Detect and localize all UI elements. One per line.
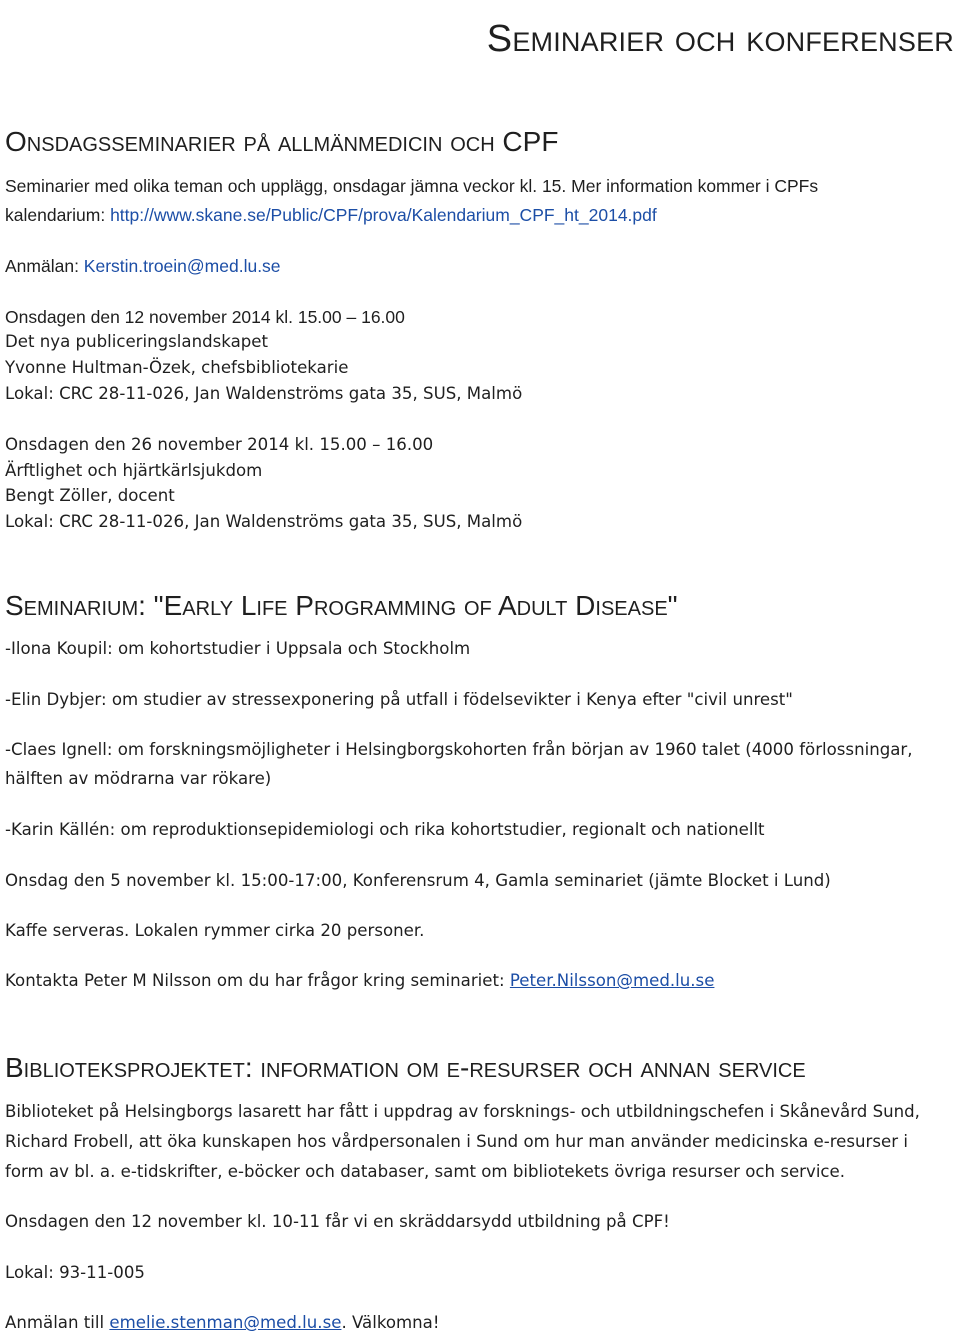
section-heading-seminarium: Seminarium: "Early Life Programming of Adult Disease"	[5, 590, 678, 621]
section-heading-onsdagsseminarier: Onsdagsseminarier på allmänmedicin och CPF	[5, 126, 559, 157]
library-paragraph-line: Biblioteket på Helsingborgs lasarett har fått i uppdrag av forsknings- och utbildningschefen i Skånevård Sund,	[5, 1102, 920, 1121]
contact-email-link[interactable]: Peter.Nilsson@med.lu.se	[509, 971, 715, 990]
intro-prefix: kalendarium:	[5, 205, 111, 225]
signup-email-link[interactable]: Kerstin.troein@med.lu.se	[83, 256, 281, 276]
section-heading-biblioteksprojektet: Biblioteksprojektet: information om e-resurser och annan service	[5, 1052, 806, 1083]
signup-prefix: Anmälan:	[5, 256, 84, 276]
event-date: Onsdagen den 12 november 2014 kl. 15.00 – 16.00	[5, 307, 405, 327]
library-signup	[5, 1311, 440, 1335]
library-when: Onsdagen den 12 november kl. 10-11 får vi en skräddarsydd utbildning på CPF!	[5, 1212, 670, 1231]
library-location: Lokal: 93-11-005	[5, 1263, 145, 1282]
event-topic: Ärftlighet och hjärtkärlsjukdom	[5, 461, 263, 480]
speaker-item-continued: hälften av mödrarna var rökare)	[5, 769, 272, 788]
event-speaker: Yvonne Hultman-Özek, chefsbibliotekarie	[5, 358, 349, 377]
seminar-when: Onsdag den 5 november kl. 15:00-17:00, Konferensrum 4, Gamla seminariet (jämte Blocket i Lund)	[5, 871, 831, 890]
speaker-item: -Claes Ignell: om forskningsmöjligheter i Helsingborgskohorten från början av 1960 talet (4000 förlossningar,	[5, 740, 913, 759]
library-paragraph-line: Richard Frobell, att öka kunskapen hos vårdpersonalen i Sund om hur man använder medicinska e-resurser i	[5, 1132, 908, 1151]
speaker-item: -Elin Dybjer: om studier av stressexponering på utfall i födelsevikter i Kenya efter "civil unrest"	[5, 690, 793, 709]
library-signup-suffix: . Välkomna!	[341, 1313, 440, 1332]
seminar-contact	[5, 969, 714, 993]
seminar-coffee: Kaffe serveras. Lokalen rymmer cirka 20 personer.	[5, 921, 425, 940]
page-title: Seminarier och konferenser	[486, 18, 954, 60]
contact-prefix: Kontakta Peter M Nilsson om du har frågor kring seminariet:	[5, 971, 510, 990]
speaker-item: -Ilona Koupil: om kohortstudier i Uppsala och Stockholm	[5, 639, 471, 658]
library-signup-prefix: Anmälan till	[5, 1313, 110, 1332]
intro-text-link-line	[5, 203, 657, 227]
kalendarium-link[interactable]: http://www.skane.se/Public/CPF/prova/Kalendarium_CPF_ht_2014.pdf	[110, 205, 657, 225]
library-paragraph-line: form av bl. a. e-tidskrifter, e-böcker och databaser, samt om bibliotekets övriga resurser och service.	[5, 1162, 846, 1181]
signup-line	[5, 254, 281, 278]
event-location: Lokal: CRC 28-11-026, Jan Waldenströms gata 35, SUS, Malmö	[5, 512, 523, 531]
speaker-item: -Karin Källén: om reproduktionsepidemiologi och rika kohortstudier, regionalt och nationellt	[5, 820, 765, 839]
event-speaker: Bengt Zöller, docent	[5, 486, 175, 505]
event-date: Onsdagen den 26 november 2014 kl. 15.00 – 16.00	[5, 435, 434, 454]
intro-text: Seminarier med olika teman och upplägg, onsdagar jämna veckor kl. 15. Mer information kommer i CPFs	[5, 176, 819, 196]
event-location: Lokal: CRC 28-11-026, Jan Waldenströms gata 35, SUS, Malmö	[5, 384, 523, 403]
library-signup-email-link[interactable]: emelie.stenman@med.lu.se	[109, 1313, 342, 1332]
event-topic: Det nya publiceringslandskapet	[5, 332, 269, 351]
